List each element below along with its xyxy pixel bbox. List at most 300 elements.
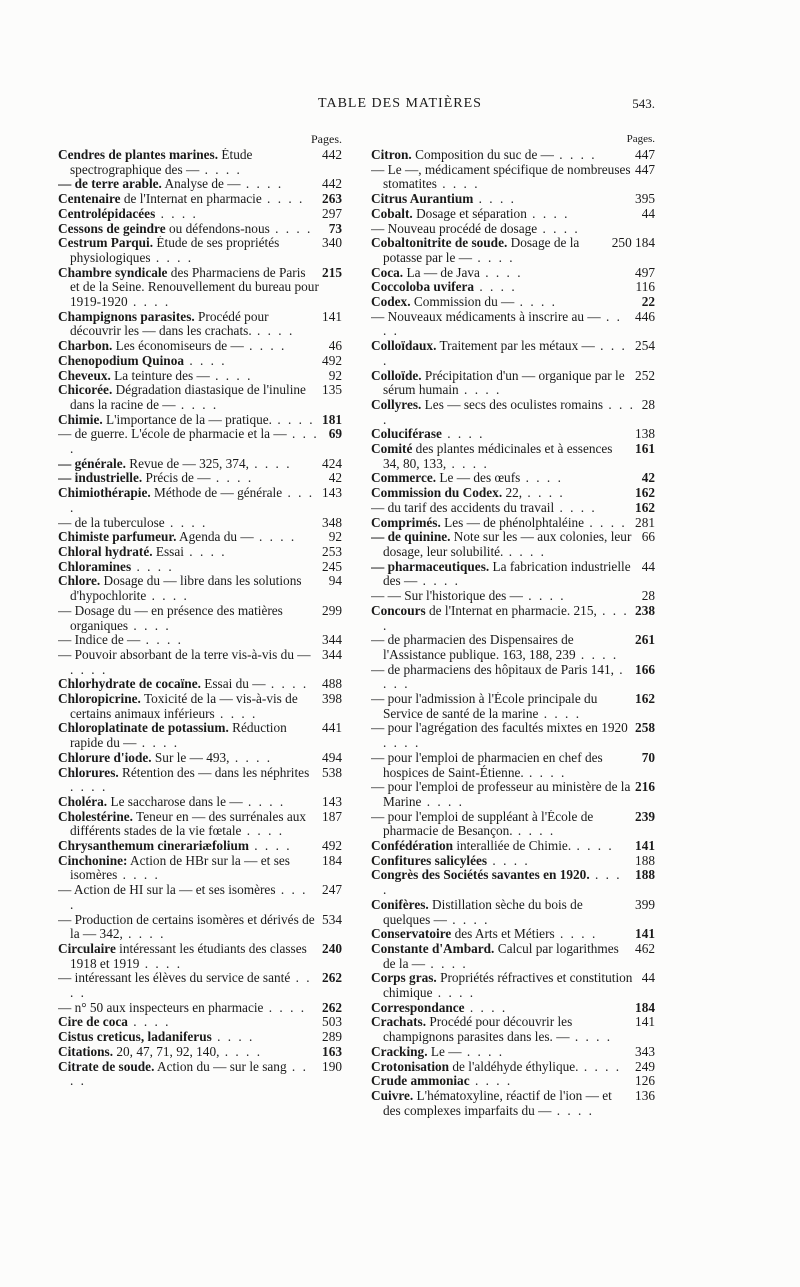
entry-keyword: Chrysanthemum cinerariæfolium [58, 839, 249, 854]
index-entry [58, 810, 342, 839]
leader-dots: . . . . [139, 955, 183, 971]
index-entry [58, 236, 342, 265]
entry-keyword: Chimiothérapie. [58, 486, 151, 501]
entry-description: Étude spectrographique des — [70, 148, 253, 177]
entry-description: Rétention des — dans les néphrites [118, 765, 310, 780]
entry-description: Essai [152, 544, 184, 559]
running-head [0, 96, 800, 116]
leader-dots: . . . . [175, 396, 219, 412]
entry-description: Le — des œufs [436, 471, 521, 486]
leader-dots: . . . . [479, 265, 523, 280]
entry-keyword: Coca. [371, 265, 404, 280]
index-entry [371, 530, 655, 559]
index-entry [371, 589, 655, 604]
leader-dots: . . . . [242, 794, 286, 809]
entry-description: Les économiseurs de — [112, 339, 244, 354]
entry-description: — Le —, médicament spécifique de nombreuses stomatites [371, 162, 631, 192]
entry-description: — Nouveaux médicaments à inscrire au — [371, 309, 601, 324]
leader-dots: . . . . [575, 646, 619, 662]
entry-page-ref: 190 [322, 1059, 342, 1074]
entry-keyword: Chlorures. [58, 765, 119, 780]
leader-dots: . . . . [569, 1029, 613, 1045]
entry-page-ref: 253 [322, 544, 342, 559]
entry-description: Composition du suc de — [411, 148, 554, 162]
entry-page-ref: 141 [635, 927, 655, 942]
index-entry [58, 413, 342, 428]
leader-dots: . . . . [474, 280, 517, 295]
index-entry [371, 1089, 655, 1118]
index-entry [58, 633, 342, 648]
entry-page-ref: 258 [635, 721, 655, 736]
entry-description: La fabrication industrielle des — [383, 559, 631, 589]
entry-page-ref: 44 [641, 559, 655, 574]
leader-dots: . . . . [251, 323, 295, 339]
index-entry [58, 766, 342, 795]
entry-keyword: Collyres. [371, 397, 422, 412]
entry-keyword: Citron. [371, 148, 412, 162]
entry-keyword: Cobaltonitrite de soude. [371, 236, 508, 251]
index-entry [371, 839, 655, 854]
index-entry [58, 1045, 342, 1060]
entry-page-ref: 297 [322, 206, 342, 221]
entry-description: 20, 47, 71, 92, 140, [113, 1044, 220, 1059]
leader-dots: . . . . [70, 427, 319, 457]
entry-page-ref: 216 [635, 780, 655, 795]
leader-dots: . . . . [446, 455, 489, 471]
index-entry [58, 839, 342, 854]
index-entry [58, 545, 342, 560]
entry-description: 22, [502, 486, 523, 501]
entry-page-ref: 240 [322, 941, 342, 956]
index-entry [371, 486, 655, 501]
leader-dots: . . . . [464, 1000, 508, 1015]
leader-dots: . . . . [127, 1015, 171, 1030]
entry-keyword: Cessons de geindre [58, 221, 166, 236]
entry-page-ref: 22 [641, 295, 655, 310]
entry-keyword: Concours [371, 603, 426, 618]
entry-page-ref: 446 [635, 309, 655, 324]
entry-description: — pour l'admission à l'École principale du Service de santé de la marine [371, 692, 598, 721]
entry-page-ref: 399 [635, 897, 655, 912]
leader-dots: . . . . [131, 559, 174, 574]
leader-dots: . . . . [473, 192, 516, 207]
leader-dots: . . . . [253, 530, 297, 545]
index-entry [371, 369, 655, 398]
index-entry [371, 222, 655, 237]
index-entry [58, 207, 342, 222]
entry-page-ref: 166 [635, 662, 655, 677]
entry-keyword: Colloïde. [371, 368, 422, 383]
index-entry [371, 721, 655, 750]
entry-page-ref: 289 [322, 1030, 342, 1045]
index-entry [371, 692, 655, 721]
index-entry [58, 751, 342, 766]
leader-dots: . . . . [128, 617, 171, 633]
entry-page-ref: 441 [322, 721, 342, 736]
leader-dots: . . . . [136, 735, 180, 751]
entry-page-ref: 249 [635, 1059, 655, 1074]
entry-description: — pour l'emploi de professeur au ministère de la Marine [371, 780, 631, 809]
entry-page-ref: 161 [635, 442, 655, 457]
index-entry [58, 383, 342, 412]
entry-page-ref: 143 [322, 794, 342, 809]
index-column-left [58, 133, 342, 1089]
entry-page-ref: 424 [322, 456, 342, 471]
index-entry [58, 177, 342, 192]
index-entry [58, 222, 342, 237]
leader-dots: . . . . [487, 853, 530, 868]
index-entry [58, 1030, 342, 1045]
entry-description: — Dosage du — en présence des matières organiques [58, 603, 283, 633]
index-column-right [371, 133, 655, 1118]
index-entry [58, 427, 342, 456]
entry-page-ref: 348 [322, 515, 342, 530]
index-entry [371, 471, 655, 486]
index-entry [371, 148, 655, 163]
leader-dots: . . . . [421, 793, 464, 809]
index-entries [371, 148, 655, 1118]
entry-description: Les — de phénolphtaléine [440, 515, 585, 530]
index-entry [371, 751, 655, 780]
leader-dots: . . . . [70, 971, 312, 1001]
leader-dots: . . . . [537, 221, 580, 236]
leader-dots: . . . . [183, 544, 227, 559]
entry-page-ref: 442 [322, 177, 342, 192]
index-entry [58, 339, 342, 354]
index-entry [58, 530, 342, 545]
entry-page-ref: 281 [635, 515, 655, 530]
entry-page-ref: 247 [322, 883, 342, 898]
leader-dots: . . . . [554, 500, 597, 515]
entry-description: — du tarif des accidents du travail [371, 500, 555, 515]
entry-keyword: Correspondance [371, 1000, 465, 1015]
entry-keyword: Conifères. [371, 897, 429, 912]
entry-description: Teneur en — des surrénales aux différents stades de la vie fœtale [70, 809, 307, 839]
entry-page-ref: 188 [635, 868, 655, 883]
leader-dots: . . . . [210, 471, 254, 486]
index-entry [58, 883, 342, 912]
leader-dots: . . . . [425, 955, 468, 971]
entry-description: Dosage de la potasse par le — [383, 236, 580, 265]
leader-dots: . . . . [127, 294, 171, 310]
entry-keyword: Chloral hydraté. [58, 544, 153, 559]
leader-dots: . . . . [383, 735, 421, 751]
entry-page-ref: 497 [635, 265, 655, 280]
entry-page-ref: 252 [635, 368, 655, 383]
leader-dots: . . . . [551, 1102, 594, 1118]
index-entry [371, 1074, 655, 1089]
entry-page-ref: 70 [641, 750, 655, 765]
entry-page-ref: 138 [635, 427, 655, 442]
entry-page-ref: 181 [322, 412, 342, 427]
index-entry [58, 854, 342, 883]
index-entry [371, 1001, 655, 1016]
entry-keyword: Chloropicrine. [58, 692, 141, 707]
entry-page-ref: 245 [322, 559, 342, 574]
entry-page-ref: 398 [322, 692, 342, 707]
entry-keyword: Corps gras. [371, 971, 437, 986]
entry-description: Le saccharose dans le — [107, 794, 243, 809]
entry-page-ref: 340 [322, 236, 342, 251]
entry-keyword: Chlorure d'iode. [58, 750, 152, 765]
entry-keyword: Chicorée. [58, 383, 113, 398]
entry-keyword: Cobalt. [371, 206, 413, 221]
index-entry [58, 1015, 342, 1030]
entry-description: — de pharmacien des Dispensaires de l'Assistance publique. 163, 188, 239 [371, 633, 576, 662]
entry-keyword: Charbon. [58, 339, 113, 354]
index-entry [58, 354, 342, 369]
entry-page-ref: 488 [322, 677, 342, 692]
leader-dots: . . . . [164, 515, 208, 530]
entry-page-ref: 344 [322, 633, 342, 648]
entry-keyword: Chambre syndicale [58, 265, 168, 280]
entry-description: des plantes médicinales et à essences 34, 80, 133, [383, 442, 613, 471]
index-entry [371, 971, 655, 1000]
entry-description: — de guerre. L'école de pharmacie et la — [58, 427, 287, 442]
entry-keyword: Commerce. [371, 471, 437, 486]
entry-description: Réduction rapide du — [70, 721, 287, 751]
entry-page-ref: 250 184 [611, 236, 655, 251]
entry-page-ref: 143 [322, 486, 342, 501]
entry-description: de l'aldéhyde éthylique. [449, 1059, 579, 1074]
entry-page-ref: 492 [322, 839, 342, 854]
index-entry [371, 898, 655, 927]
leader-dots: . . . . [219, 1044, 263, 1059]
leader-dots: . . . . [461, 1044, 505, 1059]
entry-page-ref: 503 [322, 1015, 342, 1030]
leader-dots: . . . . [526, 206, 570, 221]
index-entry [58, 457, 342, 472]
index-entry [371, 310, 655, 339]
leader-dots: . . . . [383, 339, 627, 368]
entry-keyword: Cinchonine: [58, 853, 128, 868]
entry-keyword: Cire de coca [58, 1015, 128, 1030]
index-entry [371, 207, 655, 222]
leader-dots: . . . . [265, 677, 309, 692]
entry-page-ref: 69 [328, 427, 342, 442]
entry-description: L'importance de la — pratique. [102, 412, 272, 427]
entry-keyword: Cestrum Parqui. [58, 236, 154, 251]
leader-dots: . . . . [553, 148, 597, 162]
leader-dots: . . . . [522, 486, 565, 501]
entry-description: Toxicité de la — vis-à-vis de certains animaux inférieurs [70, 692, 298, 721]
entry-description: Traitement par les métaux — [436, 339, 595, 354]
entry-page-ref: 73 [328, 221, 342, 236]
leader-dots: . . . . [146, 588, 189, 604]
leader-dots: . . . . [199, 161, 242, 177]
entry-description: — intéressant les élèves du service de santé [58, 971, 291, 986]
leader-dots: . . . . [458, 382, 502, 398]
entry-keyword: Confitures salicylées [371, 853, 488, 868]
entry-page-ref: 462 [635, 941, 655, 956]
index-entry [371, 1060, 655, 1075]
entry-page-ref: 44 [641, 971, 655, 986]
entry-page-ref: 299 [322, 603, 342, 618]
entry-description: Revue de — 325, 374, [125, 456, 249, 471]
index-entry [58, 1001, 342, 1016]
entry-keyword: Comprimés. [371, 515, 441, 530]
entry-description: Le — [427, 1044, 462, 1059]
entry-description: Procédé pour découvrir les champignons parasites dans les. — [383, 1015, 573, 1045]
entry-page-ref: 135 [322, 383, 342, 398]
leader-dots: . . . . [383, 309, 622, 339]
index-entry [58, 648, 342, 677]
leader-dots: . . . . [140, 633, 183, 648]
entry-description: — Pouvoir absorbant de la terre vis-à-vis du — [58, 647, 311, 662]
leader-dots: . . . . [184, 353, 227, 368]
index-entry [371, 295, 655, 310]
entry-keyword: Codex. [371, 295, 411, 310]
entry-keyword: Comité [371, 442, 413, 457]
index-entry [58, 574, 342, 603]
entry-description: L'hématoxyline, réactif de l'ion — et des complexes imparfaits du — [383, 1089, 612, 1118]
entry-description: La — de Java [403, 265, 480, 280]
entry-description: Dosage du — libre dans les solutions d'hypochlorite [70, 574, 302, 604]
entry-keyword: Crude ammoniac [371, 1074, 470, 1089]
leader-dots: . . . . [472, 249, 515, 265]
entry-keyword: Conservatoire [371, 927, 452, 942]
index-entry [58, 971, 342, 1000]
leader-dots: . . . . [155, 206, 198, 221]
leader-dots: . . . . [70, 661, 108, 677]
entry-description: Étude de ses propriétés physiologiques [70, 236, 280, 265]
leader-dots: . . . . [538, 705, 582, 721]
index-entry [371, 501, 655, 516]
index-entry [371, 236, 655, 265]
entry-page-ref: 215 [322, 265, 342, 280]
leader-dots: . . . . [272, 412, 315, 427]
entry-page-ref: 184 [635, 1000, 655, 1015]
index-entry [371, 398, 655, 427]
entry-keyword: Coccoloba uvifera [371, 280, 475, 295]
index-entry [371, 854, 655, 869]
leader-dots: . . . . [209, 368, 253, 383]
entry-page-ref: 141 [635, 1015, 655, 1030]
entry-keyword: Chimie. [58, 412, 103, 427]
index-entry [371, 266, 655, 281]
entry-page-ref: 395 [635, 192, 655, 207]
entry-page-ref: 494 [322, 750, 342, 765]
index-entry [371, 868, 655, 897]
entry-description: Propriétés réfractives et constitution chimique [383, 971, 633, 1001]
entry-keyword: Cuivre. [371, 1089, 414, 1103]
entry-keyword: Cistus creticus, ladaniferus [58, 1030, 212, 1045]
entry-keyword: Citations. [58, 1044, 114, 1059]
entry-keyword: Crachats. [371, 1015, 427, 1030]
entry-page-ref: 136 [635, 1089, 655, 1103]
leader-dots: . . . . [241, 823, 285, 839]
entry-page-ref: 28 [641, 589, 655, 604]
entry-page-ref: 28 [641, 397, 655, 412]
entry-keyword: Chlorhydrate de cocaïne. [58, 677, 201, 692]
entry-page-ref: 141 [322, 309, 342, 324]
entry-keyword: — industrielle. [58, 471, 143, 486]
leader-dots: . . . . [229, 750, 273, 765]
index-entry [58, 604, 342, 633]
index-entry [371, 442, 655, 471]
entry-keyword: Colloïdaux. [371, 339, 437, 354]
index-entry [371, 810, 655, 839]
running-title: TABLE DES MATIÈRES [318, 96, 482, 111]
entry-description: — — Sur l'historique des — [371, 589, 523, 604]
index-entry [371, 560, 655, 589]
entry-keyword: Confédération [371, 839, 453, 854]
entry-description: Les — secs des oculistes romains [421, 397, 604, 412]
leader-dots: . . . . [261, 192, 305, 207]
entry-description: Agenda du — [176, 530, 254, 545]
index-entry [58, 721, 342, 750]
entry-page-ref: 239 [635, 809, 655, 824]
entry-description: — de la tuberculose [58, 515, 165, 530]
entry-description: de l'Internat en pharmacie. 215, [425, 603, 597, 618]
leader-dots: . . . . [514, 295, 557, 310]
entry-description: Dégradation diastasique de l'inuline dans la racine de — [70, 383, 306, 412]
index-entry [58, 516, 342, 531]
leader-dots: . . . . [70, 1059, 308, 1089]
index-entry [371, 780, 655, 809]
index-entry [371, 633, 655, 662]
entry-keyword: Circulaire [58, 941, 116, 956]
entry-keyword: — de terre arable. [58, 177, 162, 192]
entry-keyword: Congrès des Sociétés savantes en 1920. [371, 868, 590, 883]
entry-keyword: Citrate de soude. [58, 1059, 155, 1074]
entry-description: Précis de — [142, 471, 211, 486]
entry-keyword: Chlore. [58, 574, 101, 589]
index-entry [371, 1045, 655, 1060]
leader-dots: . . . . [248, 839, 292, 854]
entry-page-ref: 44 [641, 206, 655, 221]
entry-description: Distillation sèche du bois de quelques — [383, 897, 583, 927]
leader-dots: . . . . [432, 985, 476, 1001]
leader-dots: . . . . [469, 1074, 513, 1089]
entry-description: Essai du — [200, 677, 266, 692]
entry-page-ref: 343 [635, 1044, 655, 1059]
entry-description: — Indice de — [58, 633, 141, 648]
entry-page-ref: 447 [635, 148, 655, 162]
entry-keyword: Centrolépidacées [58, 206, 156, 221]
index-entry [371, 427, 655, 442]
entry-description: Procédé pour découvrir les — dans les crachats. [70, 309, 269, 339]
pages-column-header: Pages. [626, 133, 655, 145]
entry-keyword: Commission du Codex. [371, 486, 503, 501]
entry-description: Précipitation d'un — organique par le sérum humain [383, 368, 625, 398]
index-entry [58, 486, 342, 515]
entry-keyword: Citrus Aurantium [371, 192, 474, 207]
leader-dots: . . . . [211, 1030, 255, 1045]
entry-description: ou défendons-nous [165, 221, 270, 236]
leader-dots: . . . . [383, 662, 625, 692]
entry-page-ref: 92 [328, 368, 342, 383]
leader-dots: . . . . [150, 249, 194, 265]
index-entry [58, 692, 342, 721]
entry-page-ref: 92 [328, 530, 342, 545]
entry-page-ref: 66 [641, 530, 655, 545]
entry-keyword: Constante d'Ambard. [371, 941, 495, 956]
index-entry [58, 266, 342, 310]
entry-page-ref: 188 [635, 853, 655, 868]
index-entry [371, 280, 655, 295]
entry-keyword: Cendres de plantes marines. [58, 148, 219, 162]
entry-keyword: — de quinine. [371, 530, 451, 545]
entry-keyword: — pharmaceutiques. [371, 559, 490, 574]
entry-page-ref: 162 [635, 500, 655, 515]
entry-page-ref: 187 [322, 809, 342, 824]
leader-dots: . . . . [263, 1000, 307, 1015]
leader-dots: . . . . [446, 911, 490, 927]
entry-keyword: Chloroplatinate de potassium. [58, 721, 229, 736]
index-entry [58, 1060, 342, 1089]
entry-page-ref: 162 [635, 692, 655, 707]
